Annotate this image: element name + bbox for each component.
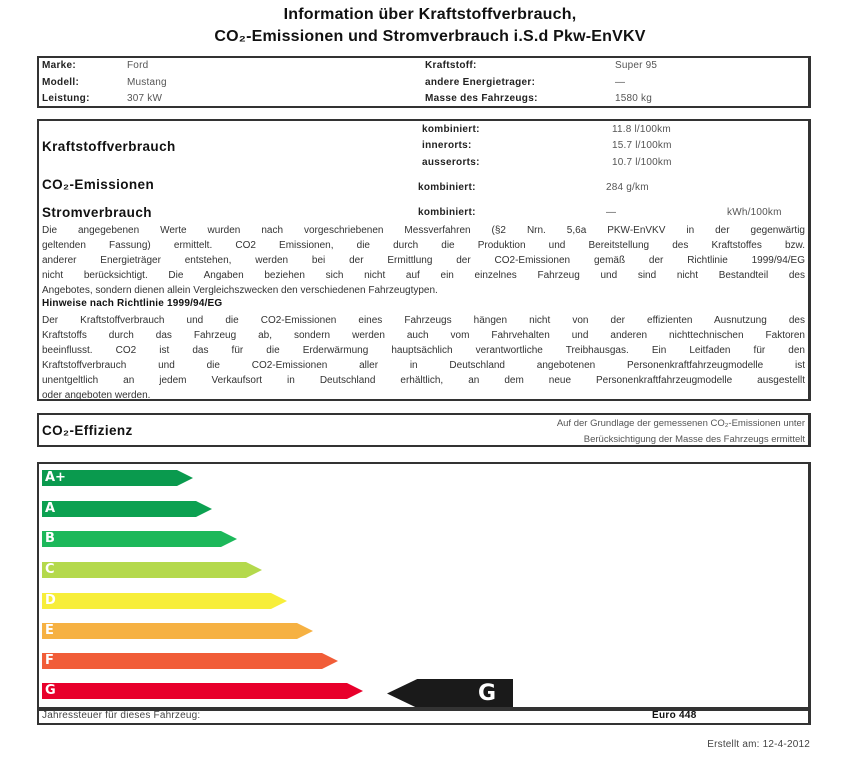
directive-heading: Hinweise nach Richtlinie 1999/94/EG xyxy=(42,298,223,309)
model-label: Modell: xyxy=(42,77,80,88)
notes-line: oder angeboten werden. xyxy=(42,390,151,401)
mass-value: 1580 kg xyxy=(615,93,652,104)
efficiency-bar-label: D xyxy=(45,593,56,608)
notes-line: Der Kraftstoffverbrauch und die CO2-Emissionen eines Fahrzeugs hängen nicht von der effizienten Ausnutzung des xyxy=(42,315,805,326)
power-unit: kWh/100km xyxy=(727,207,782,218)
notes-line: geltenden Fassung) ermittelt. CO2 Emissionen, die durch die Produktion und Bereitstellung des Kraftstoffes bzw. xyxy=(42,240,805,251)
efficiency-scale-box xyxy=(37,462,811,711)
other-energy-value: — xyxy=(615,77,626,88)
fuel-urban-label: innerorts: xyxy=(422,140,472,151)
power-combined-label: kombiniert: xyxy=(418,207,476,218)
tax-value: Euro 448 xyxy=(652,710,697,721)
notes-line: nicht berücksichtigt. Die Angaben beziehen sich nicht auf ein einzelnes Fahrzeug und sind nicht Bestandteil des xyxy=(42,270,805,281)
fuel-urban-value: 15.7 l/100km xyxy=(612,140,672,151)
power-value: 307 kW xyxy=(127,93,163,104)
efficiency-bar-body xyxy=(42,501,196,517)
notes-line: Angebotes, sondern dienen allein Vergleichszwecken den verschiedenen Fahrzeugtypen. xyxy=(42,285,438,296)
selected-class-label: G xyxy=(478,681,497,706)
efficiency-bar-body xyxy=(42,531,221,547)
notes-paragraph-1 xyxy=(42,223,805,298)
fuel-extraurban-label: ausserorts: xyxy=(422,157,480,168)
co2-emissions-heading: CO₂-Emissionen xyxy=(42,177,155,192)
efficiency-bar-body xyxy=(42,653,322,669)
fuel-type-label: Kraftstoff: xyxy=(425,60,477,71)
notes-paragraph-2 xyxy=(42,313,805,403)
co2-combined-value: 284 g/km xyxy=(606,182,649,193)
power-consumption-heading: Stromverbrauch xyxy=(42,205,152,220)
efficiency-bar-label: G xyxy=(45,683,56,698)
efficiency-bar-body xyxy=(42,562,246,578)
notes-line: Kraftstoffverbrauch und die CO2-Emissionen aller in Deutschland angebotenen Personenkraftfahrzeugmodelle ist xyxy=(42,360,805,371)
efficiency-bar-body xyxy=(42,623,297,639)
efficiency-bar-label: C xyxy=(45,562,55,577)
created-date: Erstellt am: 12-4-2012 xyxy=(707,739,810,750)
brand-label: Marke: xyxy=(42,60,77,71)
notes-line: anderer Energieträger entstehen, werden bei der Ermittlung der CO2-Emissionen gemäß der Richtlinie 1999/94/EG xyxy=(42,255,805,266)
efficiency-bar-body xyxy=(42,683,347,699)
mass-label: Masse des Fahrzeugs: xyxy=(425,93,538,104)
fuel-combined-label: kombiniert: xyxy=(422,124,480,135)
co2-combined-label: kombiniert: xyxy=(418,182,476,193)
notes-line: beeinflusst. CO2 ist das für die Erderwärmung hauptsächlich verantwortliche Treibhausgas. Ein Leitfaden für den xyxy=(42,345,805,356)
efficiency-note-line2: Berücksichtigung der Masse des Fahrzeugs ermittelt xyxy=(583,434,805,445)
power-label: Leistung: xyxy=(42,93,90,104)
fuel-consumption-heading: Kraftstoffverbrauch xyxy=(42,139,176,154)
notes-line: Kraftstoffs durch das Fahrzeug ab, sondern werden auch vom Fahrvehalten und anderen nichttechnischen Faktoren xyxy=(42,330,805,341)
efficiency-note-line1: Auf der Grundlage der gemessenen CO₂-Emissionen unter xyxy=(556,418,805,429)
other-energy-label: andere Energietrager: xyxy=(425,77,536,88)
efficiency-bar-label: B xyxy=(45,531,55,546)
tax-label: Jahressteuer für dieses Fahrzeug: xyxy=(42,710,201,721)
efficiency-bar-label: F xyxy=(45,653,54,668)
power-combined-value: — xyxy=(606,207,617,218)
efficiency-bar-label: A xyxy=(45,501,56,516)
notes-line: Die angegebenen Werte wurden nach vorgeschriebenen Messverfahren (§2 Nrn. 5,6a PKW-EnVKV in der gegenwärtig xyxy=(42,225,805,236)
brand-value: Ford xyxy=(127,60,149,71)
fuel-type-value: Super 95 xyxy=(615,60,658,71)
notes-line: unentgeltlich an jedem Verkaufsort in Deutschland erhältlich, an dem neue Personenkraftfahrzeugmodelle ausgestellt xyxy=(42,375,805,386)
page-title-line1: Information über Kraftstoffverbrauch, xyxy=(283,6,577,23)
efficiency-bar-label: E xyxy=(45,623,54,638)
fuel-combined-value: 11.8 l/100km xyxy=(612,124,671,135)
efficiency-bar-label: A+ xyxy=(45,470,66,485)
fuel-extraurban-value: 10.7 l/100km xyxy=(612,157,672,168)
efficiency-bar-body xyxy=(42,593,271,609)
model-value: Mustang xyxy=(127,77,167,88)
page-title-line2: CO₂-Emissionen und Stromverbrauch i.S.d Pkw-EnVKV xyxy=(214,28,646,45)
efficiency-heading: CO₂-Effizienz xyxy=(42,423,133,438)
